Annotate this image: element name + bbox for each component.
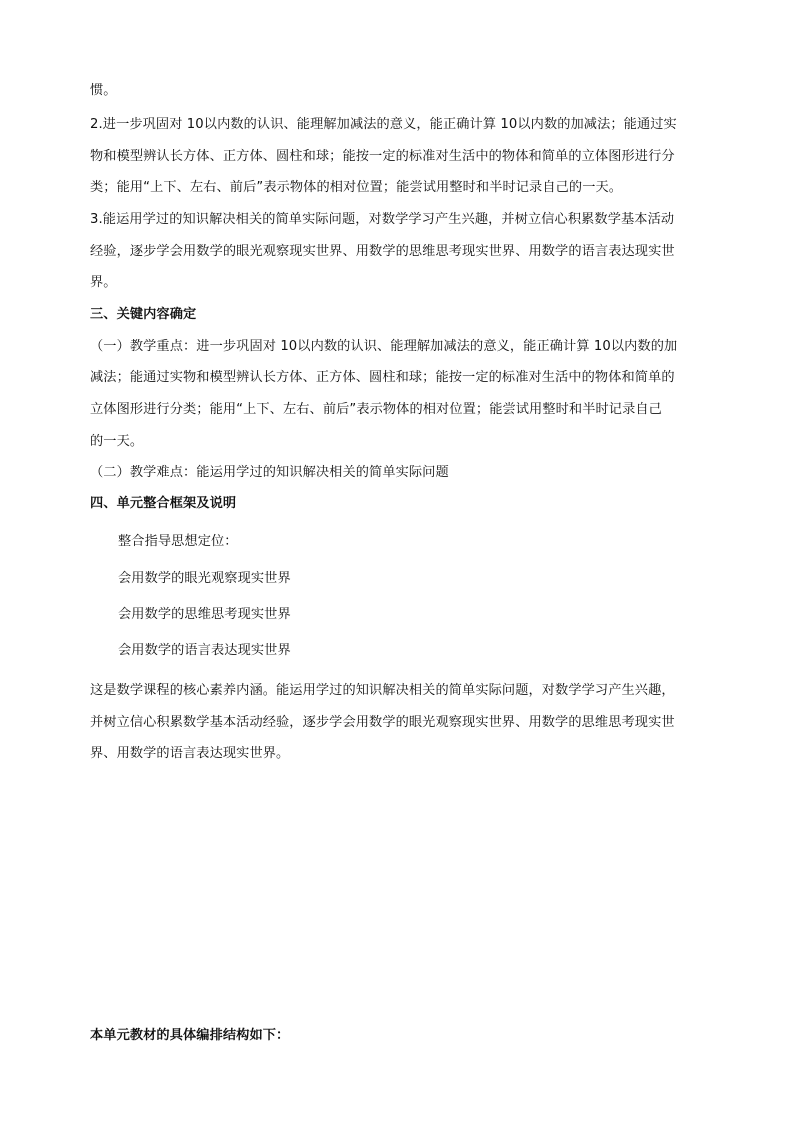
paragraph-line: 界、用数学的语言表达现实世界。 (90, 746, 290, 761)
paragraph-line: 类；能用“上下、左右、前后”表示物体的相对位置；能尝试用整时和半时记录自己的一天。 (90, 180, 623, 195)
paragraph-line: 2.进一步巩固对 10以内数的认识、能理解加减法的意义，能正确计算 10以内数的加减法；能通过实 (90, 117, 677, 132)
guiding-item: 会用数学的语言表达现实世界 (118, 643, 291, 658)
paragraph-line: 惯。 (90, 83, 117, 98)
section-heading: 四、单元整合框架及说明 (90, 496, 237, 511)
paragraph-line: 这是数学课程的核心素养内涵。能运用学过的知识解决相关的简单实际问题，对数学学习产生兴趣， (90, 683, 675, 698)
paragraph-line: （二）教学难点：能运用学过的知识解决相关的简单实际问题 (90, 465, 449, 480)
guiding-item: 会用数学的眼光观察现实世界 (118, 571, 291, 586)
section-heading: 三、关键内容确定 (90, 307, 197, 322)
paragraph-line: 物和模型辨认长方体、正方体、圆柱和球；能按一定的标准对生活中的物体和简单的立体图形进行分 (90, 149, 675, 164)
paragraph-line: 立体图形进行分类；能用“上下、左右、前后”表示物体的相对位置；能尝试用整时和半时记录自己 (90, 402, 662, 417)
structure-heading: 本单元教材的具体编排结构如下： (90, 1028, 290, 1043)
paragraph-line: 3.能运用学过的知识解决相关的简单实际问题，对数学学习产生兴趣，并树立信心积累数学基本活动 (90, 212, 675, 227)
guiding-label: 整合指导思想定位： (118, 534, 238, 549)
paragraph-line: 减法；能通过实物和模型辨认长方体、正方体、圆柱和球；能按一定的标准对生活中的物体和简单的 (90, 370, 675, 385)
paragraph-line: 经验，逐步学会用数学的眼光观察现实世界、用数学的思维思考现实世界、用数学的语言表达现实世 (90, 244, 675, 259)
paragraph-line: 界。 (90, 275, 117, 290)
guiding-item: 会用数学的思维思考现实世界 (118, 607, 291, 622)
paragraph-line: （一）教学重点：进一步巩固对 10以内数的认识、能理解加减法的意义，能正确计算 10以内数的加 (90, 339, 678, 354)
paragraph-line: 的一天。 (90, 434, 144, 449)
paragraph-line: 并树立信心积累数学基本活动经验，逐步学会用数学的眼光观察现实世界、用数学的思维思考现实世 (90, 715, 675, 730)
